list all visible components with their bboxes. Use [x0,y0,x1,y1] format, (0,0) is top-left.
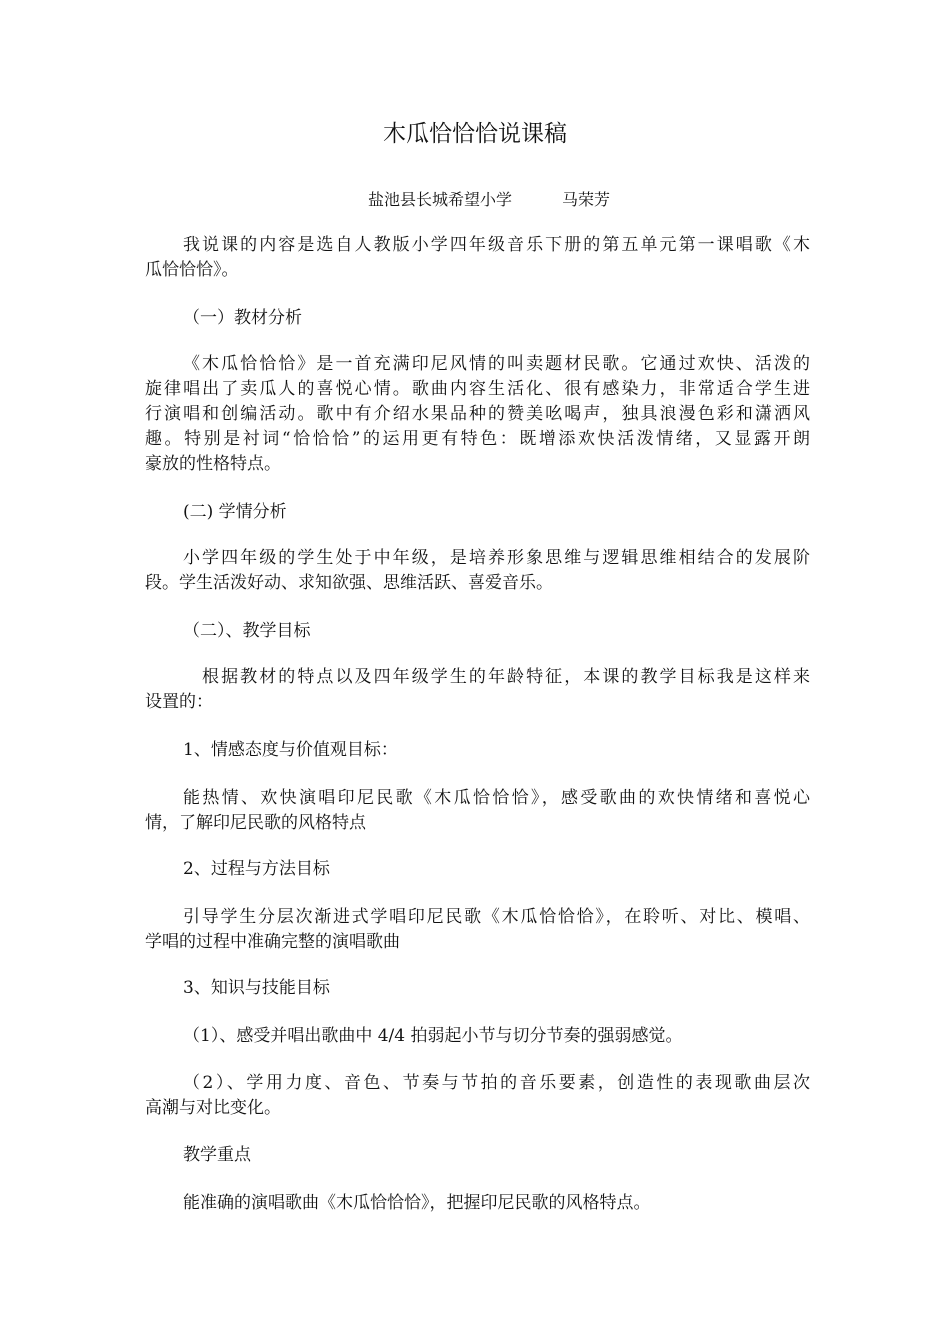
author-line [368,188,610,212]
paragraph-line: 我说课的内容是选自人教版小学四年级音乐下册的第五单元第一课唱歌《木 [183,235,810,255]
paragraph-line: 豪放的性格特点。 [145,454,281,474]
paragraph-line: 《木瓜恰恰恰》是一首充满印尼风情的叫卖题材民歌。它通过欢快、活泼的 [183,354,810,374]
paragraph-line: 旋律唱出了卖瓜人的喜悦心情。歌曲内容生活化、很有感染力，非常适合学生进 [145,379,810,399]
paragraph-line: 高潮与对比变化。 [145,1098,281,1118]
paragraph-line: 小学四年级的学生处于中年级，是培养形象思维与逻辑思维相结合的发展阶 [183,548,810,568]
author-name: 马荣芳 [562,190,611,209]
paragraph-line: （1）、感受并唱出歌曲中 4/4 拍弱起小节与切分节奏的强弱感觉。 [183,1026,683,1046]
document-title: 木瓜恰恰恰说课稿 [383,121,567,147]
paragraph-line: 设置的： [145,692,213,712]
paragraph-line: 能准确的演唱歌曲《木瓜恰恰恰》，把握印尼民歌的风格特点。 [183,1193,651,1213]
subsection-heading: 2、过程与方法目标 [183,859,330,879]
section-heading: (二) 学情分析 [183,502,287,522]
section-heading: （二）、教学目标 [183,621,311,641]
paragraph-line: 学唱的过程中准确完整的演唱歌曲 [145,932,400,952]
paragraph-line: 情，了解印尼民歌的风格特点 [145,813,366,833]
paragraph-line: 根据教材的特点以及四年级学生的年龄特征，本课的教学目标我是这样来 [202,667,810,687]
paragraph-line: 瓜恰恰恰》。 [145,260,239,280]
subsection-heading: 3、知识与技能目标 [183,978,330,998]
author-school: 盐池县长城希望小学 [368,190,513,209]
paragraph-line: 能热情、欢快演唱印尼民歌《木瓜恰恰恰》，感受歌曲的欢快情绪和喜悦心 [183,788,810,808]
paragraph-line: 趣。特别是衬词“恰恰恰”的运用更有特色：既增添欢快活泼情绪，又显露开朗 [145,429,810,449]
section-heading: 教学重点 [183,1145,251,1165]
paragraph-line: （2）、学用力度、音色、节奏与节拍的音乐要素，创造性的表现歌曲层次 [183,1073,810,1093]
subsection-heading: 1、情感态度与价值观目标： [183,740,398,760]
section-heading: （一）教材分析 [183,308,302,328]
paragraph-line: 段。学生活泼好动、求知欲强、思维活跃、喜爱音乐。 [145,573,553,593]
paragraph-line: 引导学生分层次渐进式学唱印尼民歌《木瓜恰恰恰》，在聆听、对比、模唱、 [183,907,810,927]
paragraph-line: 行演唱和创编活动。歌中有介绍水果品种的赞美吆喝声，独具浪漫色彩和潇洒风 [145,404,810,424]
